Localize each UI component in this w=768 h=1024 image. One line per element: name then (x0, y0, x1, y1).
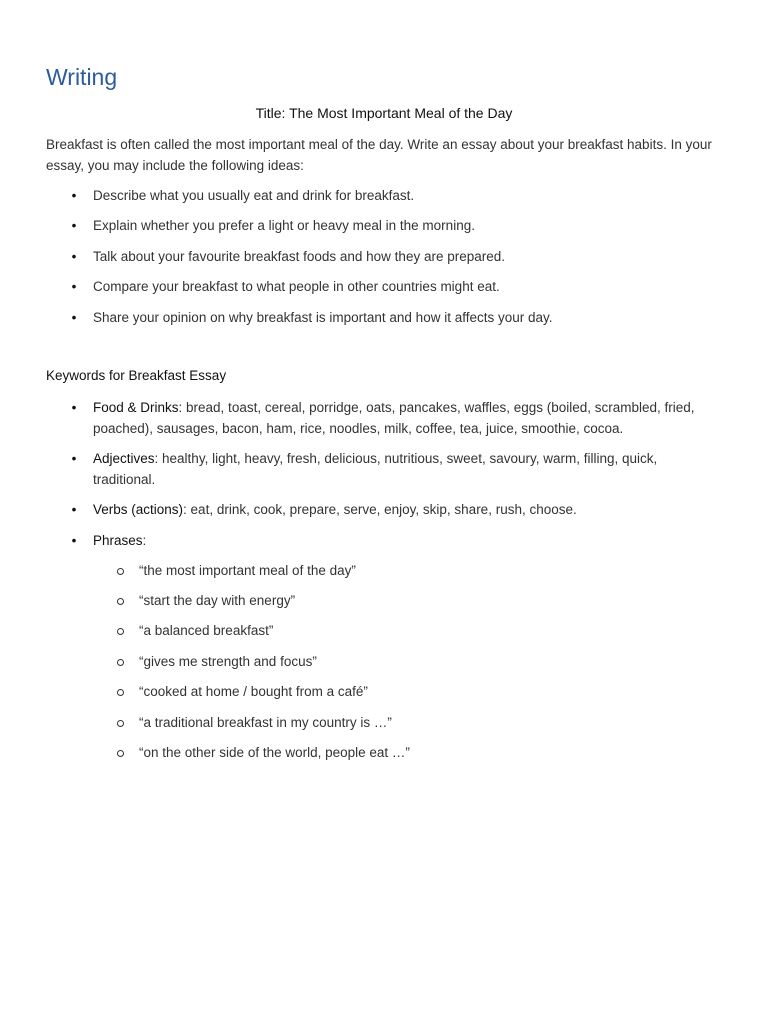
bullet-icon: • (71, 400, 77, 415)
bullet-icon: • (71, 188, 77, 203)
bullet-icon: • (71, 451, 77, 467)
keyword-text: : healthy, light, heavy, fresh, delicious, nutritious, sweet, savoury, warm, filling, quick, traditional. (93, 451, 658, 488)
keyword-text: : eat, drink, cook, prepare, serve, enjoy, skip, share, rush, choose. (183, 502, 577, 518)
bullet-icon: • (71, 248, 77, 264)
keyword-term: Adjectives (93, 451, 155, 467)
keyword-item (0, 397, 768, 439)
phrase-item (47, 651, 718, 672)
list-item (0, 185, 768, 206)
bullet-icon: • (71, 279, 77, 295)
intro-paragraph: Breakfast is often called the most important meal of the day. Write an essay about your breakfast habits. In your essay, you may include the following ideas: (46, 137, 712, 173)
phrase-item (47, 742, 718, 763)
keyword-term: Verbs (actions) (93, 502, 184, 518)
circle-bullet-icon (117, 750, 124, 757)
circle-bullet-icon (117, 720, 124, 727)
essay-title: Title: The Most Important Meal of the Day (255, 105, 513, 121)
phrase-item (47, 560, 718, 581)
idea-text: Talk about your favourite breakfast foods and how they are prepared. (93, 248, 506, 264)
phrase-text: “gives me strength and focus” (139, 653, 317, 669)
keyword-term: Food & Drinks (93, 400, 179, 415)
list-item (0, 246, 768, 267)
phrases-list (93, 560, 718, 763)
circle-bullet-icon (117, 628, 124, 635)
keyword-term: Phrases (93, 532, 143, 548)
circle-bullet-icon (117, 568, 124, 575)
list-item (0, 307, 768, 328)
phrase-item (47, 681, 718, 702)
circle-bullet-icon (117, 659, 124, 666)
keyword-item (0, 448, 768, 490)
bullet-icon: • (71, 218, 77, 234)
keyword-item (0, 530, 768, 763)
phrase-text: “on the other side of the world, people eat …” (139, 744, 410, 760)
circle-bullet-icon (117, 598, 124, 605)
idea-text: Share your opinion on why breakfast is important and how it affects your day. (93, 309, 553, 325)
keywords-list (0, 397, 768, 772)
phrase-text: “a traditional breakfast in my country is …” (139, 714, 392, 730)
phrase-text: “cooked at home / bought from a café” (139, 684, 368, 700)
idea-text: Describe what you usually eat and drink for breakfast. (93, 188, 415, 203)
circle-bullet-icon (117, 689, 124, 696)
bullet-icon: • (71, 309, 77, 325)
ideas-list (0, 185, 768, 337)
keyword-text: : (142, 532, 147, 548)
idea-text: Explain whether you prefer a light or heavy meal in the morning. (93, 218, 475, 234)
phrase-item (47, 620, 718, 641)
keywords-heading: Keywords for Breakfast Essay (46, 368, 227, 383)
phrase-text: “a balanced breakfast” (139, 623, 274, 639)
keyword-item (0, 499, 768, 520)
list-item (0, 276, 768, 297)
list-item (0, 215, 768, 236)
phrase-item (47, 590, 718, 611)
phrase-text: “start the day with energy” (139, 592, 296, 608)
keyword-text: : bread, toast, cereal, porridge, oats, pancakes, waffles, eggs (boiled, scrambled, fried, poached), sausages, bacon, ham, rice, noodles, milk, coffee, tea, juice, smoothie, cocoa. (93, 400, 695, 436)
bullet-icon: • (71, 502, 77, 518)
section-heading: Writing (46, 64, 118, 90)
idea-text: Compare your breakfast to what people in other countries might eat. (93, 279, 500, 295)
phrase-text: “the most important meal of the day” (139, 562, 356, 578)
bullet-icon: • (71, 532, 77, 548)
phrase-item (47, 712, 718, 733)
